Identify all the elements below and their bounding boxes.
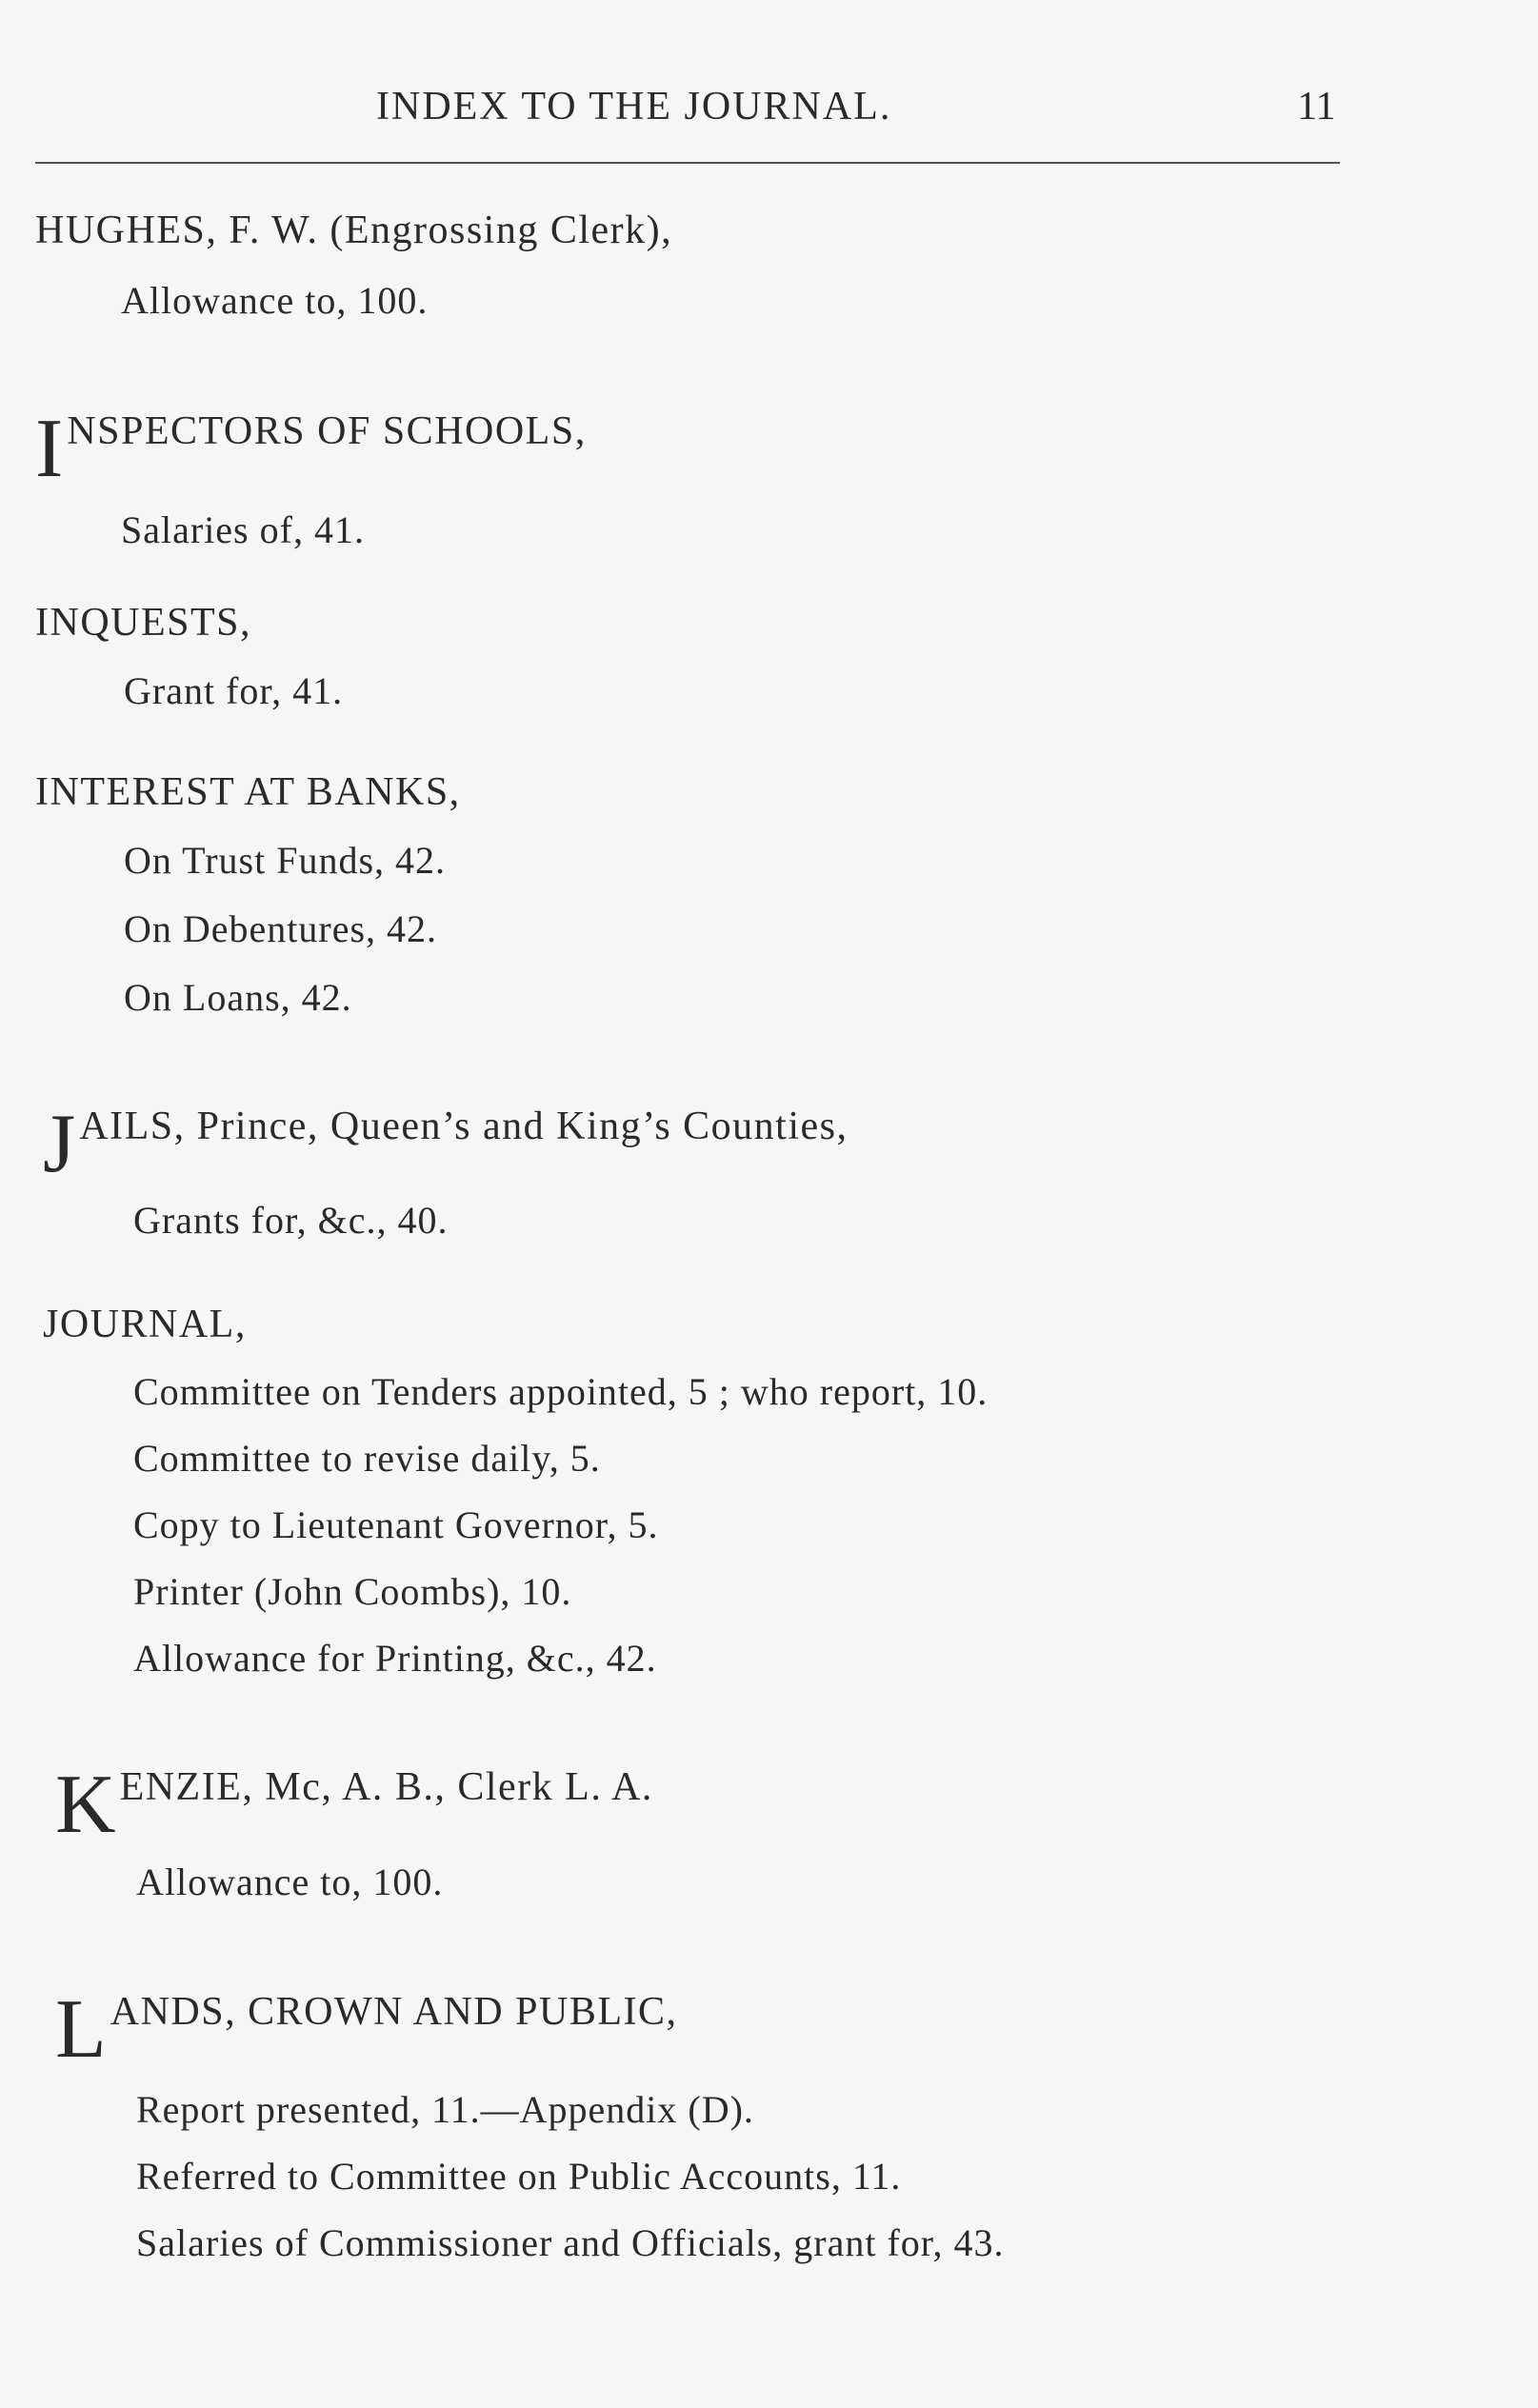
index-entry: Salaries of Commissioner and Officials, grant for, 43. [136,2221,1005,2264]
index-entry: On Debentures, 42. [124,907,438,950]
index-entry: Committee on Tenders appointed, 5 ; who report, 10. [133,1370,989,1413]
index-heading-inspectors-of-schools [35,403,587,495]
index-heading-journal: JOURNAL, [43,1303,247,1346]
index-heading-hughes: HUGHES, F. W. (Engrossing Clerk), [35,209,673,252]
index-entry: Referred to Committee on Public Accounts, 11. [136,2155,902,2198]
index-heading-text: ANDS, CROWN AND PUBLIC, [110,1990,678,2034]
drop-cap-letter: I [35,403,64,495]
drop-cap-letter: J [43,1098,76,1190]
index-entry: Report presented, 11.—Appendix (D). [136,2088,754,2131]
index-heading-kenzie [55,1759,653,1851]
index-heading-text: ENZIE, Mc, A. B., Clerk L. A. [119,1765,653,1809]
drop-cap-letter: L [55,1983,107,2076]
index-entry: Grants for, &c., 40. [133,1199,449,1242]
index-entry: On Loans, 42. [124,976,352,1019]
index-entry: Printer (John Coombs), 10. [133,1570,572,1613]
index-heading-jails [43,1098,849,1190]
index-entry: Salaries of, 41. [121,508,365,551]
index-heading-inquests: INQUESTS, [35,601,252,645]
index-heading-interest-at-banks: INTEREST AT BANKS, [35,770,461,814]
index-entry: Allowance to, 100. [136,1861,444,1903]
index-entry: Allowance to, 100. [121,279,429,322]
running-title: INDEX TO THE JOURNAL. [376,85,892,129]
index-entry: Copy to Lieutenant Governor, 5. [133,1503,659,1546]
index-heading-lands-crown-and-public [55,1983,678,2076]
index-heading-text: NSPECTORS OF SCHOOLS, [67,409,587,453]
index-entry: On Trust Funds, 42. [124,839,447,882]
drop-cap-letter: K [55,1759,116,1851]
index-entry: Grant for, 41. [124,669,344,712]
index-entry: Committee to revise daily, 5. [133,1437,601,1480]
index-heading-text: AILS, Prince, Queen’s and King’s Counties, [79,1104,849,1148]
index-entry: Allowance for Printing, &c., 42. [133,1637,657,1680]
page-number: 11 [1297,85,1336,129]
header-rule [35,162,1340,164]
